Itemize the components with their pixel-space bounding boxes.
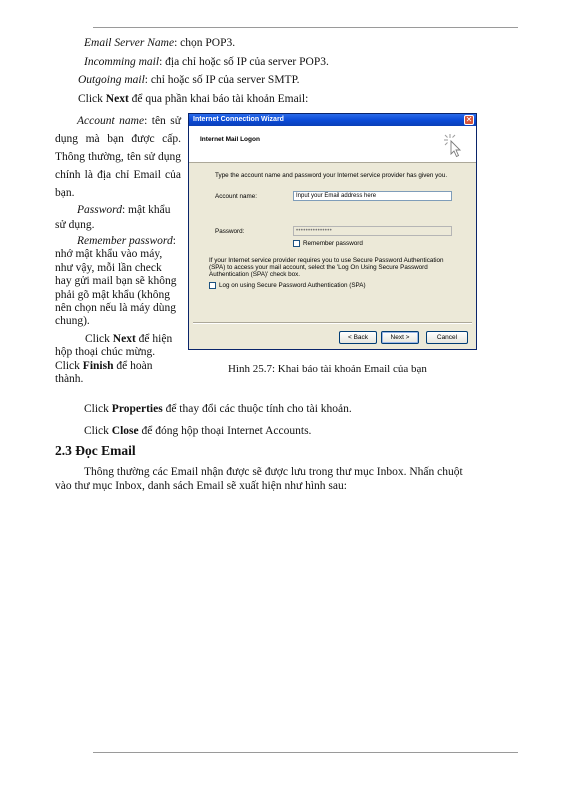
account-line-1 xyxy=(55,112,181,130)
incoming-text: : địa chỉ hoặc số IP của server POP3. xyxy=(159,56,329,68)
remember-description xyxy=(55,235,181,329)
finish-line-1 xyxy=(55,360,181,373)
next-line-1-bold: Next xyxy=(112,333,136,345)
email-server-text: : chọn POP3. xyxy=(174,37,236,49)
remember-password-checkbox[interactable] xyxy=(293,240,300,247)
account-line-2: dụng mà bạn được cấp. xyxy=(55,133,181,145)
remember-line-1 xyxy=(55,235,181,248)
remember-line-5: phải gõ mật khẩu (không xyxy=(55,288,170,301)
password-line-1-rest: : mật khẩu xyxy=(121,204,171,216)
incoming-label: Incomming mail xyxy=(84,56,160,68)
spa-text-line-1: If your Internet service provider requires you to use Secure Password Authentication xyxy=(209,257,444,264)
section-heading: 2.3 Đọc Email xyxy=(55,443,136,458)
close-paragraph xyxy=(84,424,311,438)
next-button[interactable]: Next > xyxy=(381,331,419,344)
internet-connection-wizard-dialog xyxy=(188,113,477,350)
section-body-line-1: Thông thường các Email nhận được sẽ được lưu trong thư mục Inbox. Nhấn chuột xyxy=(84,466,463,478)
remember-line-6: nên chọn nếu là máy dùng xyxy=(55,302,177,315)
spa-checkbox[interactable] xyxy=(209,282,216,289)
figure-caption: Hình 25.7: Khai báo tài khoản Email của bạn xyxy=(228,363,427,375)
password-line-1 xyxy=(55,203,181,218)
top-rule xyxy=(93,27,518,28)
click-next-prefix: Click xyxy=(78,93,106,105)
properties-prefix: Click xyxy=(84,403,112,415)
account-line-3: Thông thường, tên sử dụng xyxy=(55,151,181,163)
section-body-line-2: vào thư mục Inbox, danh sách Email sẽ xuất hiện như hình sau: xyxy=(55,480,347,492)
account-label: Account name xyxy=(77,115,145,127)
remember-line-1-rest: : xyxy=(172,235,176,247)
account-name-description xyxy=(55,112,181,202)
click-next-paragraph xyxy=(78,92,308,106)
dialog-header xyxy=(189,126,476,163)
remember-line-2: nhớ mật khẩu vào máy, xyxy=(55,248,163,261)
finish-line-1-rest: để hoàn xyxy=(113,359,153,372)
dialog-title-bar[interactable] xyxy=(189,114,476,126)
finish-line-1-prefix: Click xyxy=(55,359,83,372)
spa-text-line-3: Authentication (SPA)' check box. xyxy=(209,271,301,278)
bottom-rule xyxy=(93,752,518,753)
click-next-bold: Next xyxy=(105,93,129,105)
close-icon[interactable]: ✕ xyxy=(465,115,473,124)
account-line-4: chính là địa chỉ Email của xyxy=(55,169,181,181)
dialog-header-title: Internet Mail Logon xyxy=(200,136,260,143)
account-line-5: bạn. xyxy=(55,187,75,199)
password-label: Password: xyxy=(215,228,245,235)
remember-line-3: như vậy, mỗi lần check xyxy=(55,261,162,274)
next-line-1-prefix: Click xyxy=(85,333,113,345)
spa-text-line-2: (SPA) to access your mail account, select the 'Log On Using Secure Password xyxy=(209,264,428,271)
wizard-cursor-icon xyxy=(442,132,466,158)
close-bold: Close xyxy=(111,425,139,437)
close-prefix: Click xyxy=(84,425,112,437)
properties-bold: Properties xyxy=(111,403,163,415)
remember-line-7: chung). xyxy=(55,315,90,328)
properties-text: để thay đổi các thuộc tính cho tài khoản. xyxy=(162,403,352,415)
click-next-text: để qua phần khai báo tài khoản Email: xyxy=(128,93,309,105)
back-button[interactable]: < Back xyxy=(339,331,377,344)
remember-label: Remember password xyxy=(77,235,173,247)
finish-line-1-bold: Finish xyxy=(82,359,114,372)
finish-line-2: thành. xyxy=(55,373,84,386)
outgoing-paragraph xyxy=(78,73,300,87)
outgoing-label: Outgoing mail xyxy=(78,74,145,86)
outgoing-text: : chỉ hoặc số IP của server SMTP. xyxy=(144,74,300,86)
next-line-1-rest: để hiện xyxy=(135,333,173,345)
next-description xyxy=(55,333,181,387)
password-label: Password xyxy=(77,204,122,216)
properties-paragraph xyxy=(84,402,352,416)
button-separator xyxy=(193,322,472,324)
account-name-input[interactable]: Input your Email address here xyxy=(293,191,452,201)
password-line-2: sử dụng. xyxy=(55,218,95,231)
email-server-paragraph xyxy=(84,36,235,50)
next-line-1 xyxy=(55,333,181,346)
email-server-label: Email Server Name xyxy=(84,37,175,49)
cancel-button[interactable]: Cancel xyxy=(426,331,468,344)
spa-checkbox-label: Log on using Secure Password Authentication (SPA) xyxy=(219,282,366,289)
remember-line-4: hay gửi mail bạn sẽ không xyxy=(55,275,177,288)
password-input[interactable]: ••••••••••••••• xyxy=(293,226,452,236)
close-text: để đóng hộp thoại Internet Accounts. xyxy=(138,425,312,437)
instruction-text: Type the account name and password your Internet service provider has given you. xyxy=(215,172,448,179)
account-name-label: Account name: xyxy=(215,193,258,200)
account-line-1-rest: : tên sử xyxy=(144,115,181,127)
incoming-paragraph xyxy=(84,55,329,69)
next-line-2: hộp thoại chúc mừng. xyxy=(55,346,156,359)
password-description xyxy=(55,203,181,232)
remember-password-label: Remember password xyxy=(303,240,363,247)
dialog-title: Internet Connection Wizard xyxy=(193,116,284,123)
